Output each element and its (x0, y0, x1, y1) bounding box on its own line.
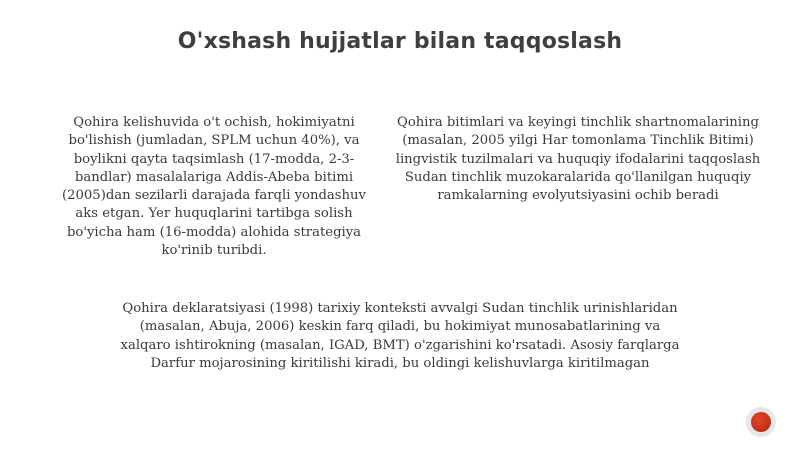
right-paragraph: Qohira bitimlari va keyingi tinchlik shartnomalarining (masalan, 2005 yilgi Har tomonlama Tinchlik Bitimi) lingvistik tuzilmalari va huquqiy ifodalarini taqqoslash Sudan tinchlik muzokaralarida qo'llanilgan huquqiy ramkalarning evolyutsiyasini ochib beradi (395, 115, 761, 204)
circle-button-icon (751, 412, 771, 432)
left-paragraph: Qohira kelishuvida o't ochish, hokimiyatni bo'lishish (jumladan, SPLM uchun 40%), va boylikni qayta taqsimlash (17-modda, 2-3-bandlar) masalalariga Addis-Abeba bitimi (2005)dan sezilarli darajada farqli yondashuv aks etgan. Yer huquqlarini tartibga solish bo'yicha ham (16-modda) alohida strategiya ko'rinib turibdi. (61, 115, 366, 259)
next-slide-button[interactable] (747, 408, 775, 436)
bottom-paragraph: Qohira deklaratsiyasi (1998) tarixiy konteksti avvalgi Sudan tinchlik urinishlaridan (masalan, Abuja, 2006) keskin farq qiladi, bu hokimiyat munosabatlarining va xalqaro ishtirokning (masalan, IGAD, BMT) o'zgarishini ko'rsatadi. Asosiy farqlarga Darfur mojarosining kiritilishi kiradi, bu oldingi kelishuvlarga kiritilmagan (120, 301, 680, 371)
slide-title: O'xshash hujjatlar bilan taqqoslash (177, 29, 623, 54)
